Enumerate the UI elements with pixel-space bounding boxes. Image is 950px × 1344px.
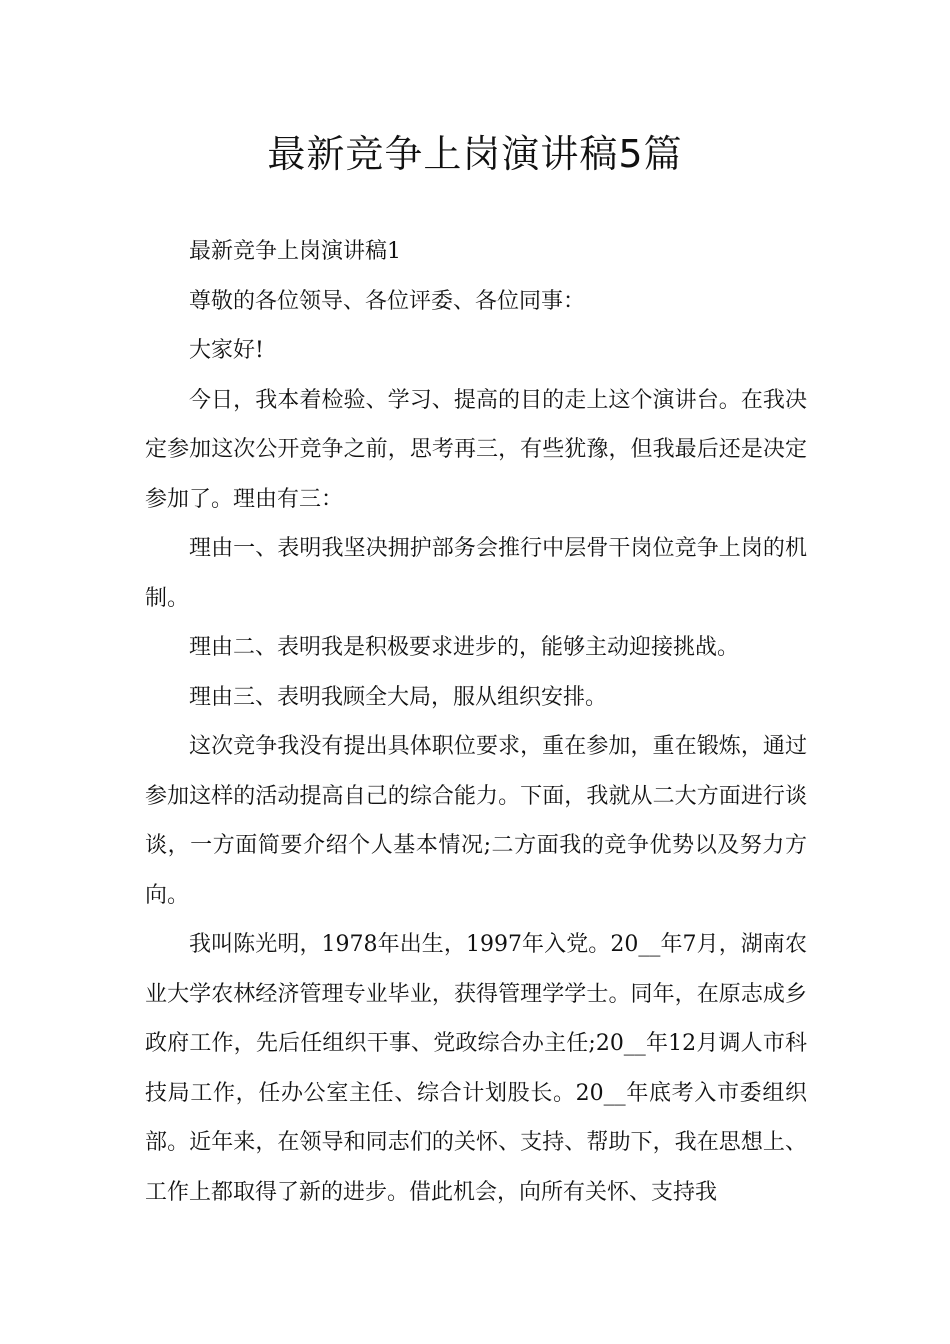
salutation: 尊敬的各位领导、各位评委、各位同事：: [189, 288, 586, 314]
document-body: [145, 227, 807, 1217]
greeting: 大家好!: [189, 338, 264, 363]
body-paragraph: 我叫陈光明，1978年出生，1997年入党。20__年7月，湖南农业大学农林经济管理专业毕业，获得管理学学士。同年，在原志成乡政府工作，先后任组织干事、党政综合办主任;20__年12月调人市科技局工作，任办公室主任、综合计划股长。20__年底考入市委组织部。近年来，在领导和同志们的关怀、支持、帮助下，我在思想上、工作上都取得了新的进步。借此机会，向所有关怀、支持我: [145, 932, 807, 1205]
body-paragraph: 今日，我本着检验、学习、提高的目的走上这个演讲台。在我决定参加这次公开竞争之前，思考再三，有些犹豫，但我最后还是决定参加了。理由有三：: [145, 387, 807, 512]
body-paragraph: 这次竞争我没有提出具体职位要求，重在参加，重在锻炼，通过参加这样的活动提高自己的综合能力。下面，我就从二大方面进行谈谈，一方面简要介绍个人基本情况;二方面我的竞争优势以及努力方向。: [145, 734, 807, 908]
document-title: 最新竞争上岗演讲稿5篇: [267, 132, 683, 176]
section-heading: 最新竞争上岗演讲稿1: [189, 239, 401, 264]
body-paragraph: 理由二、表明我是积极要求进步的，能够主动迎接挑战。: [189, 635, 740, 660]
body-paragraph: 理由一、表明我坚决拥护部务会推行中层骨干岗位竞争上岗的机制。: [145, 536, 807, 611]
body-paragraph: 理由三、表明我顾全大局，服从组织安排。: [189, 684, 608, 710]
